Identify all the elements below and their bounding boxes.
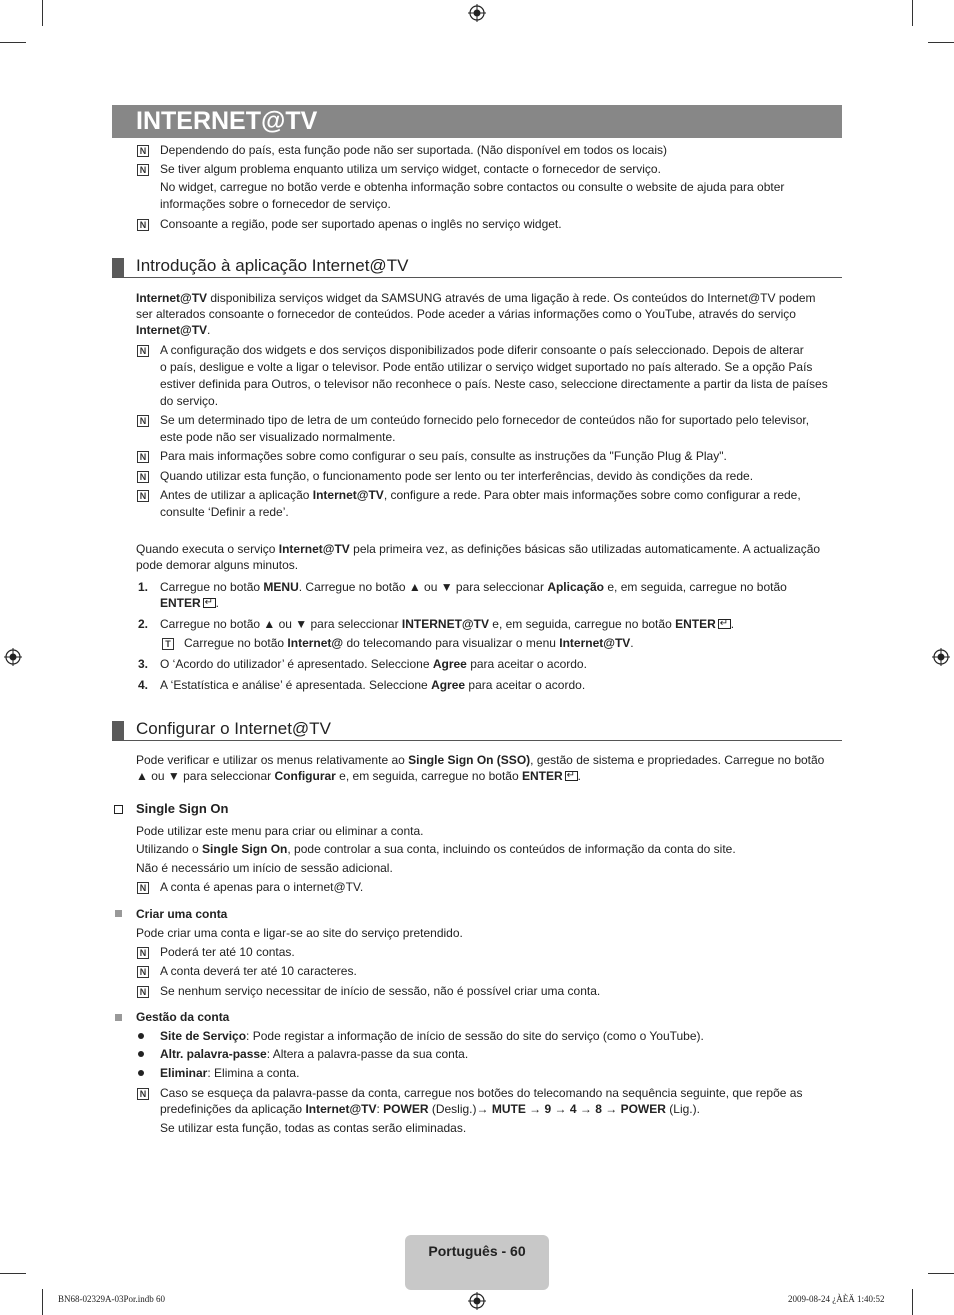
bold-term: Internet@TV — [312, 488, 384, 502]
manage-item — [160, 1028, 704, 1045]
bold-term: Internet@TV — [136, 323, 208, 337]
run-paragraph-line1 — [136, 541, 820, 558]
bold-term: 4 — [569, 1102, 577, 1116]
intro-paragraph-line1 — [136, 290, 816, 307]
step-4 — [160, 677, 585, 694]
note-line: Se um determinado tipo de letra de um conteúdo fornecido pelo fornecedor de conteúdos não for suportado pelo televisor, — [160, 413, 810, 427]
text: (Lig.). — [665, 1102, 700, 1116]
text: : Pode registar a informação de início de sessão do site do serviço (como o YouTube). — [246, 1029, 704, 1043]
bold-term: ENTER — [521, 769, 563, 783]
note-line — [160, 487, 801, 504]
bold-term: POWER — [620, 1102, 666, 1116]
text: ▲ ou ▼ para seleccionar — [136, 769, 275, 783]
create-line: Pode criar uma conta e ligar-se ao site do serviço pretendido. — [136, 926, 463, 940]
text: Antes de utilizar a aplicação — [160, 488, 313, 502]
note-icon: N — [137, 966, 149, 978]
bullet-dot-icon — [138, 1051, 144, 1057]
text: → — [551, 1102, 570, 1116]
note-icon: N — [137, 451, 149, 463]
note-line: Quando utilizar esta função, o funcionamento pode ser lento ou ter interferências, devido às condições da rede. — [160, 469, 754, 483]
text: para aceitar o acordo. — [466, 657, 587, 671]
text: : Altera a palavra-passe da sua conta. — [266, 1047, 469, 1061]
text: Quando executa o serviço — [136, 542, 279, 556]
bold-term: Internet@TV — [559, 636, 631, 650]
configure-paragraph-line1 — [136, 752, 824, 769]
bold-term: MENU — [263, 580, 299, 594]
text: , gestão de sistema e propriedades. Carregue no botão — [530, 753, 825, 767]
note-line: o país, desligue e volte a ligar o televisor. Pode então utilizar o serviço widget suportado no país alterado. Se a opção País — [160, 360, 813, 374]
bold-term: Criar uma conta — [136, 907, 228, 921]
note-icon: N — [137, 164, 149, 176]
crop-mark — [42, 0, 43, 26]
registration-mark-icon — [468, 4, 486, 22]
note-line: este pode não ser visualizado normalmente. — [160, 430, 396, 444]
bold-term: POWER — [383, 1102, 429, 1116]
text: e, em seguida, carregue no botão — [488, 617, 676, 631]
bullet-dot-icon — [138, 1070, 144, 1076]
remote-note-icon: T — [162, 638, 174, 650]
sso-note: A conta é apenas para o internet@TV. — [160, 880, 364, 894]
step-number: 4. — [138, 678, 149, 692]
bold-term: Gestão da conta — [136, 1010, 230, 1024]
page-number-tab: Português - 60 — [405, 1235, 549, 1290]
enter-icon — [203, 598, 216, 608]
step-2-note: Carregue no botão Internet@ do telecomando para visualizar o menu Internet@TV. — [184, 636, 634, 650]
note-line: Para mais informações sobre como configurar o seu país, consulte as instruções da "Função Plug & Play". — [160, 449, 727, 463]
section-marker — [112, 258, 124, 277]
sso-line: Pode utilizar este menu para criar ou eliminar a conta. — [136, 824, 424, 838]
date-info: 2009-08-24 ¿ÀÈÄ 1:40:52 — [788, 1294, 885, 1304]
bold-term: Agree — [431, 678, 466, 692]
bold-term: Single Sign On — [136, 801, 229, 816]
registration-mark-icon — [4, 648, 22, 666]
step-number: 2. — [138, 617, 149, 631]
crop-mark — [0, 1273, 26, 1274]
create-note: A conta deverá ter até 10 caracteres. — [160, 964, 357, 978]
crop-mark — [928, 1273, 954, 1274]
section-marker — [112, 721, 124, 740]
bullet-dot-icon — [138, 1033, 144, 1039]
text: e, em seguida, carregue no botão — [604, 580, 787, 594]
checkbox-bullet-icon — [114, 805, 123, 814]
note-icon: N — [137, 947, 149, 959]
registration-mark-icon — [468, 1292, 486, 1310]
crop-mark — [912, 1289, 913, 1315]
text: Pode verificar e utilizar os menus relativamente ao — [136, 753, 409, 767]
text: O ‘Acordo do utilizador’ é apresentado. Seleccione — [160, 657, 433, 671]
manage-note-line3: Se utilizar esta função, todas as contas serão eliminadas. — [160, 1121, 467, 1135]
bold-term: Internet@TV — [278, 542, 350, 556]
create-note: Poderá ter até 10 contas. — [160, 945, 295, 959]
note-icon: N — [137, 1088, 149, 1100]
text: → — [525, 1102, 545, 1116]
configure-paragraph-line2: ▲ ou ▼ para seleccionar Configurar e, em seguida, carregue no botão ENTER↵ . — [136, 768, 581, 785]
section-title: Configurar o Internet@TV — [136, 719, 331, 738]
text: Carregue no botão — [160, 580, 264, 594]
file-info: BN68-02329A-03Por.indb 60 — [58, 1294, 166, 1304]
step-3 — [160, 656, 587, 673]
text: predefinições da aplicação — [160, 1102, 306, 1116]
note-icon: N — [137, 415, 149, 427]
sso-line — [136, 841, 736, 858]
intro-note-2-line2: No widget, carregue no botão verde e obtenha informação sobre contactos ou consulte o website de ajuda para obter — [160, 180, 785, 194]
text: , configure a rede. Para obter mais informações sobre como configurar a rede, — [383, 488, 801, 502]
crop-mark — [928, 42, 954, 43]
subsection-title-manage — [136, 1009, 229, 1026]
text: → — [601, 1102, 621, 1116]
bold-term: Internet@TV — [136, 291, 208, 305]
bold-term: Eliminar — [160, 1066, 208, 1080]
text: Carregue no botão — [184, 636, 288, 650]
note-icon: N — [137, 490, 149, 502]
page-title: INTERNET@TV — [112, 105, 842, 138]
bold-term: Agree — [432, 657, 467, 671]
bold-term: Site de Serviço — [160, 1029, 247, 1043]
step-1-line2: ENTER↵ . — [160, 595, 219, 612]
text: para aceitar o acordo. — [465, 678, 586, 692]
bold-term: Internet@TV — [305, 1102, 377, 1116]
enter-icon — [718, 619, 731, 629]
subsection-title-sso — [136, 801, 228, 818]
intro-note-3: Consoante a região, pode ser suportado apenas o inglês no serviço widget. — [160, 217, 562, 231]
note-icon: N — [137, 882, 149, 894]
text: → — [576, 1102, 596, 1116]
manage-note-line2 — [160, 1101, 700, 1118]
note-icon: N — [137, 471, 149, 483]
crop-mark — [912, 0, 913, 26]
text: : Elimina a conta. — [207, 1066, 300, 1080]
bold-term: ENTER — [160, 596, 201, 610]
text: do telecomando para visualizar o menu — [343, 636, 560, 650]
note-line: consulte ‘Definir a rede’. — [160, 505, 289, 519]
step-2: Carregue no botão ▲ ou ▼ para seleccionar INTERNET@TV e, em seguida, carregue no botão ENTER↵ . — [160, 616, 734, 633]
note-line: estiver definida para Outros, o televisor não reconhece o país. Neste caso, seleccione directamente a partir da lista de países — [160, 377, 828, 391]
square-bullet-icon — [115, 910, 122, 917]
run-paragraph-line2: pode demorar alguns minutos. — [136, 558, 299, 572]
crop-mark — [42, 1289, 43, 1315]
section-header-intro — [112, 256, 842, 278]
note-icon: N — [137, 986, 149, 998]
bold-term: Single Sign On — [202, 842, 288, 856]
bold-term: Aplicação — [547, 580, 605, 594]
note-line: A configuração dos widgets e dos serviços disponibilizados pode diferir consoante o país seleccionado. Depois de alterar — [160, 343, 804, 357]
section-title: Introdução à aplicação Internet@TV — [136, 256, 409, 275]
registration-mark-icon — [932, 648, 950, 666]
text: . — [207, 323, 211, 337]
bold-term: Configurar — [274, 769, 336, 783]
text: Carregue no botão ▲ ou ▼ para seleccionar — [160, 617, 402, 631]
text: A ‘Estatística e análise’ é apresentada. Seleccione — [160, 678, 432, 692]
bold-term: 8 — [595, 1102, 602, 1116]
text: pela primeira vez, as definições básicas são utilizadas automaticamente. A actualização — [349, 542, 821, 556]
text: : — [376, 1102, 384, 1116]
step-1 — [160, 579, 787, 596]
step-number: 3. — [138, 657, 149, 671]
bold-term: ENTER — [675, 617, 716, 631]
bold-term: Altr. palavra-passe — [160, 1047, 267, 1061]
note-icon: N — [137, 145, 149, 157]
note-icon: N — [137, 219, 149, 231]
text: disponibiliza serviços widget da SAMSUNG através de uma ligação à rede. Os conteúdos do Internet@TV podem — [207, 291, 816, 305]
intro-note-2-line3: informações sobre o fornecedor de serviço. — [160, 197, 391, 211]
create-note: Se nenhum serviço necessitar de início de sessão, não é possível criar uma conta. — [160, 984, 601, 998]
step-number: 1. — [138, 580, 149, 594]
intro-paragraph-line2: ser alterados consoante o fornecedor de conteúdos. Pode aceder a várias informações como o YouTube, através do serviço — [136, 307, 796, 321]
intro-note-1: Dependendo do país, esta função pode não ser suportada. (Não disponível em todos os locais) — [160, 143, 667, 157]
intro-paragraph-line3 — [136, 322, 210, 339]
subsection-title-create — [136, 906, 227, 923]
text: (Deslig.)→ — [428, 1102, 492, 1116]
bold-term: Single Sign On (SSO) — [408, 753, 531, 767]
text: e, em seguida, carregue no botão — [335, 769, 522, 783]
note-line: do serviço. — [160, 394, 219, 408]
bold-term: MUTE — [491, 1102, 526, 1116]
text: . Carregue no botão ▲ ou ▼ para seleccionar — [298, 580, 548, 594]
manage-item — [160, 1065, 299, 1082]
manage-item — [160, 1046, 468, 1063]
manage-note-line1: Caso se esqueça da palavra-passe da conta, carregue nos botões do telecomando na sequência seguinte, que repõe as — [160, 1086, 803, 1100]
bold-term: 9 — [544, 1102, 552, 1116]
bold-term: INTERNET@TV — [401, 617, 489, 631]
text: Utilizando o — [136, 842, 203, 856]
intro-note-2: Se tiver algum problema enquanto utiliza um serviço widget, contacte o fornecedor de serviço. — [160, 162, 661, 176]
bold-term: Internet@ — [287, 636, 344, 650]
note-icon: N — [137, 345, 149, 357]
enter-icon — [565, 771, 578, 781]
sso-line: Não é necessário um início de sessão adicional. — [136, 861, 393, 875]
crop-mark — [0, 42, 26, 43]
section-header-configure — [112, 719, 842, 741]
text: , pode controlar a sua conta, incluindo os conteúdos de informação da conta do site. — [287, 842, 736, 856]
square-bullet-icon — [115, 1014, 122, 1021]
